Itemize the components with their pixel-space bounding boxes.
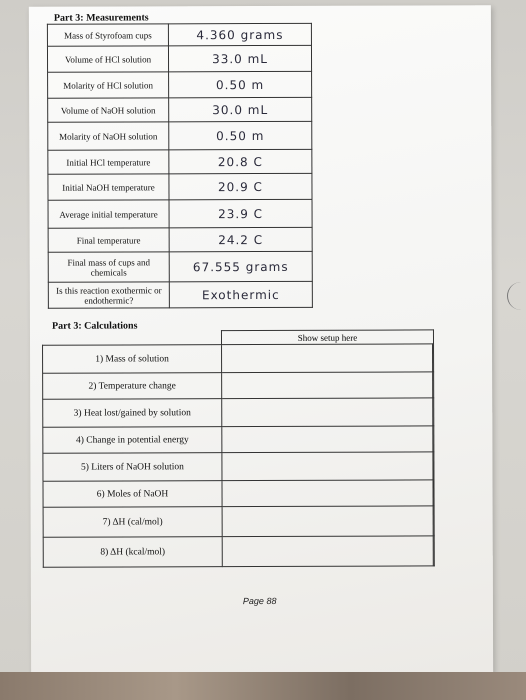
measurement-label: Volume of NaOH solution [48,98,169,122]
measurement-label: Initial NaOH temperature [48,174,169,200]
calculation-extra-cell [433,344,434,372]
measurement-value: 33.0 mL [168,45,311,71]
measurement-value: 4.360 grams [168,23,311,45]
measurement-value: Exothermic [169,281,312,307]
calculation-label: 6) Moles of NaOH [43,481,222,508]
measurement-row [48,251,312,282]
measurement-row [48,227,312,252]
calculation-row [43,398,434,427]
measurement-label: Initial HCl temperature [48,150,169,174]
calculation-row [43,372,434,399]
measurement-value: 20.8 C [169,149,312,173]
measurement-label: Average initial temperature [48,200,169,228]
measurement-label: Is this reaction exothermic or endothermic? [48,282,169,308]
calculation-label: 7) ΔH (cal/mol) [43,507,222,538]
calculation-extra-cell [433,506,434,536]
calculation-work-cell[interactable] [222,426,433,453]
calculation-extra-cell [433,426,434,452]
calculations-table [42,329,435,567]
calculation-work-cell[interactable] [222,480,433,507]
calculations-title: Part 3: Calculations [51,320,138,332]
measurement-label: Final mass of cups and chemicals [48,252,169,282]
calculation-work-cell[interactable] [222,372,433,399]
paper-edge [507,282,522,310]
measurement-label: Volume of HCl solution [47,46,168,72]
measurement-row [48,281,312,308]
calculation-extra-cell [433,398,434,426]
calculation-work-cell[interactable] [222,398,433,427]
calculation-row [43,344,434,373]
calculation-label: 5) Liters of NaOH solution [43,453,222,482]
calculation-row [43,426,434,453]
worksheet-page [29,5,493,675]
measurement-value: 0.50 m [169,71,312,97]
measurement-row [47,45,311,72]
calculation-row [43,536,434,567]
measurement-value: 24.2 C [169,227,312,251]
calculation-extra-cell [433,372,434,398]
measurement-value: 0.50 m [169,121,312,149]
calculation-extra-cell [433,452,434,480]
page-number: Page 88 [242,595,277,607]
measurement-value: 20.9 C [169,173,312,199]
setup-header: Show setup here [221,330,433,345]
measurements-table [47,23,313,309]
measurement-label: Final temperature [48,228,169,252]
measurement-label: Molarity of NaOH solution [48,122,169,150]
measurements-title: Part 3: Measurements [53,12,149,24]
calculation-label: 2) Temperature change [43,373,222,400]
measurement-value: 23.9 C [169,199,312,227]
calculation-label: 3) Heat lost/gained by solution [43,399,222,428]
measurement-row [48,173,312,200]
calculation-label: 1) Mass of solution [43,345,222,374]
calculation-row [43,480,434,507]
measurement-row [48,71,312,98]
calculation-extra-cell [433,480,434,506]
measurement-row [48,199,312,228]
measurement-label: Molarity of HCl solution [48,72,169,98]
measurement-value: 67.555 grams [169,251,312,281]
calculation-label: 4) Change in potential energy [43,427,222,454]
measurement-row [48,149,312,174]
measurement-row [48,121,312,150]
calculation-work-cell[interactable] [222,506,433,537]
measurement-row [48,97,312,122]
calculation-extra-cell [433,536,434,566]
calculation-work-cell[interactable] [222,536,433,567]
calculation-work-cell[interactable] [222,344,433,373]
measurement-value: 30.0 mL [169,97,312,121]
measurement-row [47,23,311,46]
calculation-row [43,506,434,537]
measurement-label: Mass of Styrofoam cups [47,24,168,46]
calculation-row [43,452,434,481]
calculation-label: 8) ΔH (kcal/mol) [43,537,222,568]
background-floor [0,672,526,700]
calculation-work-cell[interactable] [222,452,433,481]
